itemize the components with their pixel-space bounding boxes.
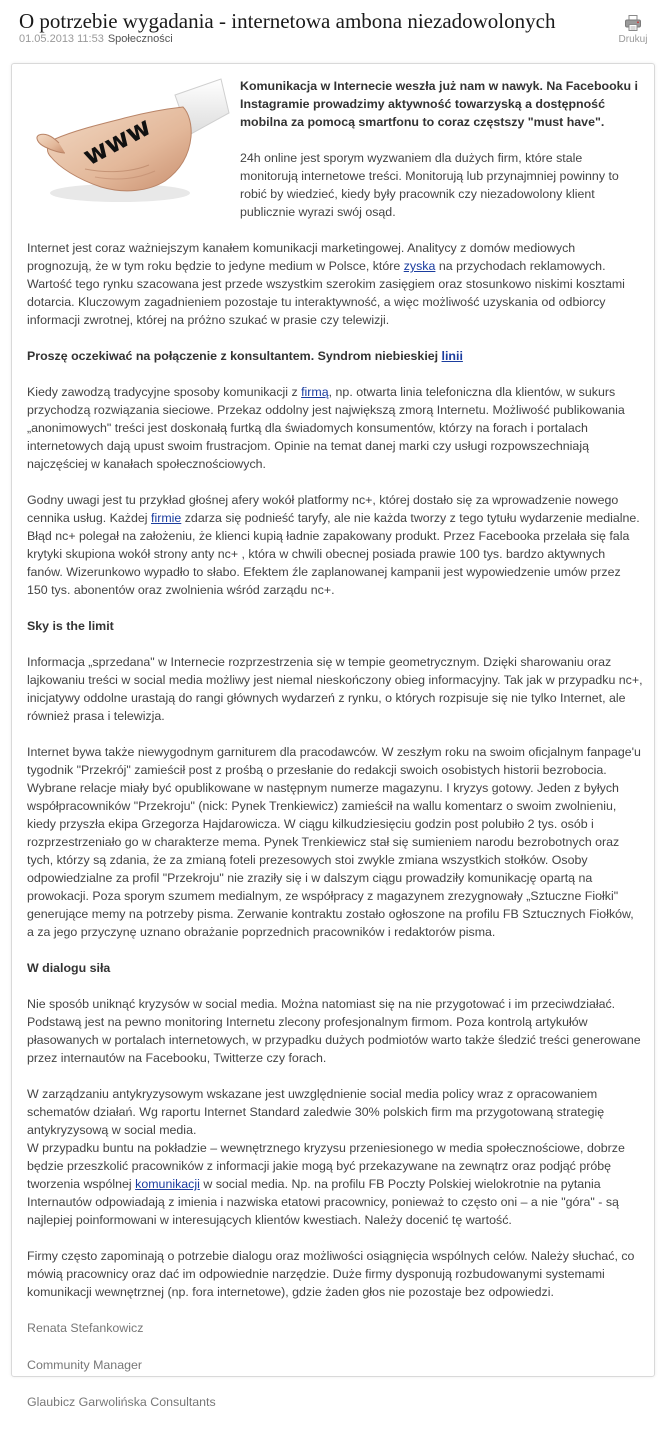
subheading-2: Sky is the limit xyxy=(27,619,114,633)
paragraph-4: Godny uwagi jest tu przykład głośnej afery wokół platformy nc+, której dostało się za wprowadzenie nowego cennika usług. Każdej firmie zdarza się podnieść taryfy, ale nie każda tworzy z tego tytułu wydarzenie medialne. Błąd nc+ polegał na założeniu, że klienci kupią ładnie zapakowany produkt. Przez Facebooka przelała się fala krytyki skupiona wokół strony anty nc+ , która w chwili obecnej posiada prawie 100 tys. bardzo aktywnych fanów. Wizerunkowo wypadło to słabo. Efektem źle zaplanowanej kampanii jest wypowiedzenie umów przez 150 tys. abonentów oraz zwolnienia wśród zarządu nc+. xyxy=(27,493,640,597)
paragraph-5: Informacja „sprzedana" w Internecie rozprzestrzenia się w tempie geometrycznym. Dzięki sharowaniu oraz lajkowaniu treści w social media możliwy jest niemal nieskończony obieg informacyjny. Tak jak w przypadku nc+, inicjatywy oddolne urastają do rangi głównych wydarzeń z rynku, o których rozpisuje się nie tylko Internet, ale również prasa i telewizja. xyxy=(27,655,643,723)
link-firma[interactable]: firmą xyxy=(301,385,329,399)
subheading-1: Proszę oczekiwać na połączenie z konsultantem. Syndrom niebieskiej linii xyxy=(27,349,463,363)
lead-paragraph: Komunikacja w Internecie weszła już nam w nawyk. Na Facebooku i Instagramie prowadzimy aktywność towarzyską a dostępność mobilna za pomocą smartfonu to coraz częstszy "must have". xyxy=(240,79,639,129)
article-content xyxy=(27,73,643,1430)
article-meta xyxy=(19,33,173,45)
link-linii[interactable]: linii xyxy=(441,349,463,363)
article-date: 01.05.2013 11:53 xyxy=(19,33,104,45)
hand-www-text: www xyxy=(78,111,157,173)
paragraph-1: 24h online jest sporym wyzwaniem dla dużych firm, które stale monitorują internetowe treści. Monitorują lub przynajmniej powinny to robić by wiedzieć, kiedy były pracownik czy niezadowolony klient publicznie wyrazi swój osąd. xyxy=(240,151,619,219)
paragraph-2: Internet jest coraz ważniejszym kanałem komunikacji marketingowej. Analitycy z domów mediowych prognozują, że w tym roku będzie to jedyne medium w Polsce, które zyska na przychodach reklamowych. Wartość tego rynku szacowana jest przede wszystkim szerokim zasięgiem oraz stosunkowo niskimi kosztami dotarcia. Kluczowym zagadnieniem pozostaje tu interaktywność, a więc możliwość uzyskania od odbiorcy informacji zwrotnej, której na próżno szukać w prasie czy telewizji. xyxy=(27,241,625,327)
printer-icon xyxy=(624,14,642,32)
article-title: O potrzebie wygadania - internetowa ambona niezadowolonych xyxy=(19,9,556,33)
paragraph-9: W przypadku buntu na pokładzie – wewnętrznego kryzysu przeniesionego w media społecznościowe, dobrze będzie przeszkolić pracowników z informacji jakie mogą być przekazywane na zewnątrz oraz podjąć próbę tworzenia wspólnej komunikacji w social media. Np. na profilu FB Poczty Polskiej wielokrotnie na pytania Internautów odpowiadają z imienia i nazwiska etatowi pracownicy, ponieważ to często oni – a nie "góra" - są najlepiej poinformowani w interesujących klientów kwestiach. Należy docenić tę wartość. xyxy=(27,1141,625,1227)
paragraph-3: Kiedy zawodzą tradycyjne sposoby komunikacji z firmą, np. otwarta linia telefoniczna dla klientów, w sukurs przychodzą rozwiązania sieciowe. Przekaz oddolny jest największą zmorą Internetu. Możliwość publikowania „anonimowych" treści jest doskonałą furtką dla świadomych konsumentów, którzy na forach i portalach internetowych dają upust swoim frustracjom. Opinie na temat danej marki czy usługi rozpowszechniają najczęściej w kanałach społecznościowych. xyxy=(27,385,625,471)
paragraph-8: W zarządzaniu antykryzysowym wskazane jest uwzględnienie social media policy wraz z opracowaniem schematów działań. Wg raportu Internet Standard zaledwie 30% polskich firm ma przygotowaną strategię antykryzysową w social media. xyxy=(27,1087,605,1137)
paragraph-6: Internet bywa także niewygodnym garniturem dla pracodawców. W zeszłym roku na swoim oficjalnym fanpage'u tygodnik "Przekrój" zamieścił post z prośbą o przesłanie do redakcji swoich osobistych historii bezrobocia. Wybrane relacje miały być opublikowane w następnym numerze magazynu. I kryzys gotowy. Jeden z byłych współpracowników "Przekroju" (nick: Pynek Trenkiewicz) zamieścił na wallu komentarz o swoim zwolnieniu, kiedy przyszła ekipa Grzegorza Hajdarowicza. W ciągu kilkudziesięciu godzin post polubiło 2 tys. osób i rozprzestrzeniało go w charakterze mema. Pynek Trenkiewicz stał się sumieniem narodu bezrobotnych oraz tych, którzy są zdania, że za zmianą foteli prezesowych stoi zwykle zmiana wszystkich stołków. Osoby odpowiedzialne za profil "Przekroju" nie zraziły się i w dalszym ciągu prowadziły komunikację opartą na prowokacji. Poza sporym szumem medialnym, ze współpracy z magazynem zrezygnowały „Sztuczne Fiołki" generujące memy na potrzeby pisma. Zerwanie kontraktu zostało ogłoszone na profilu FB Sztucznych Fiołków, a za jego przyczynę uznano obrażanie poprzednich pracowników i redaktorów pisma. xyxy=(27,745,641,939)
signature-company: Glaubicz Garwolińska Consultants xyxy=(27,1395,216,1409)
link-firmie[interactable]: firmie xyxy=(151,511,182,525)
hand-www-image xyxy=(25,73,232,211)
signature-role: Community Manager xyxy=(27,1358,143,1372)
print-button[interactable] xyxy=(613,14,653,45)
paragraph-7: Nie sposób uniknąć kryzysów w social media. Można natomiast się na nie przygotować i im przeciwdziałać. Podstawą jest na pewno monitoring Internetu zlecony profesjonalnym firmom. Poza kontrolą artykułów płasowanych w portalach internetowych, w przypadku dużych podmiotów warto także śledzić treści generowane przez internautów na Facebooku, Twitterze czy forach. xyxy=(27,997,641,1065)
subheading-3: W dialogu siła xyxy=(27,961,111,975)
article-category[interactable]: Społeczności xyxy=(107,33,173,45)
link-komunikacji[interactable]: komunikacji xyxy=(135,1177,200,1191)
paragraph-10: Firmy często zapominają o potrzebie dialogu oraz możliwości osiągnięcia wspólnych celów. Należy słuchać, co mówią pracownicy oraz dać im odpowiednie narzędzie. Duże firmy dysponują rozbudowanymi systemami komunikacji wewnętrznej (np. fora internetowe), gdzie żaden głos nie pozostaje bez odpowiedzi. xyxy=(27,1249,635,1299)
signature-name: Renata Stefankowicz xyxy=(27,1321,144,1335)
link-zyska[interactable]: zyska xyxy=(403,259,436,273)
print-label: Drukuj xyxy=(618,34,648,45)
